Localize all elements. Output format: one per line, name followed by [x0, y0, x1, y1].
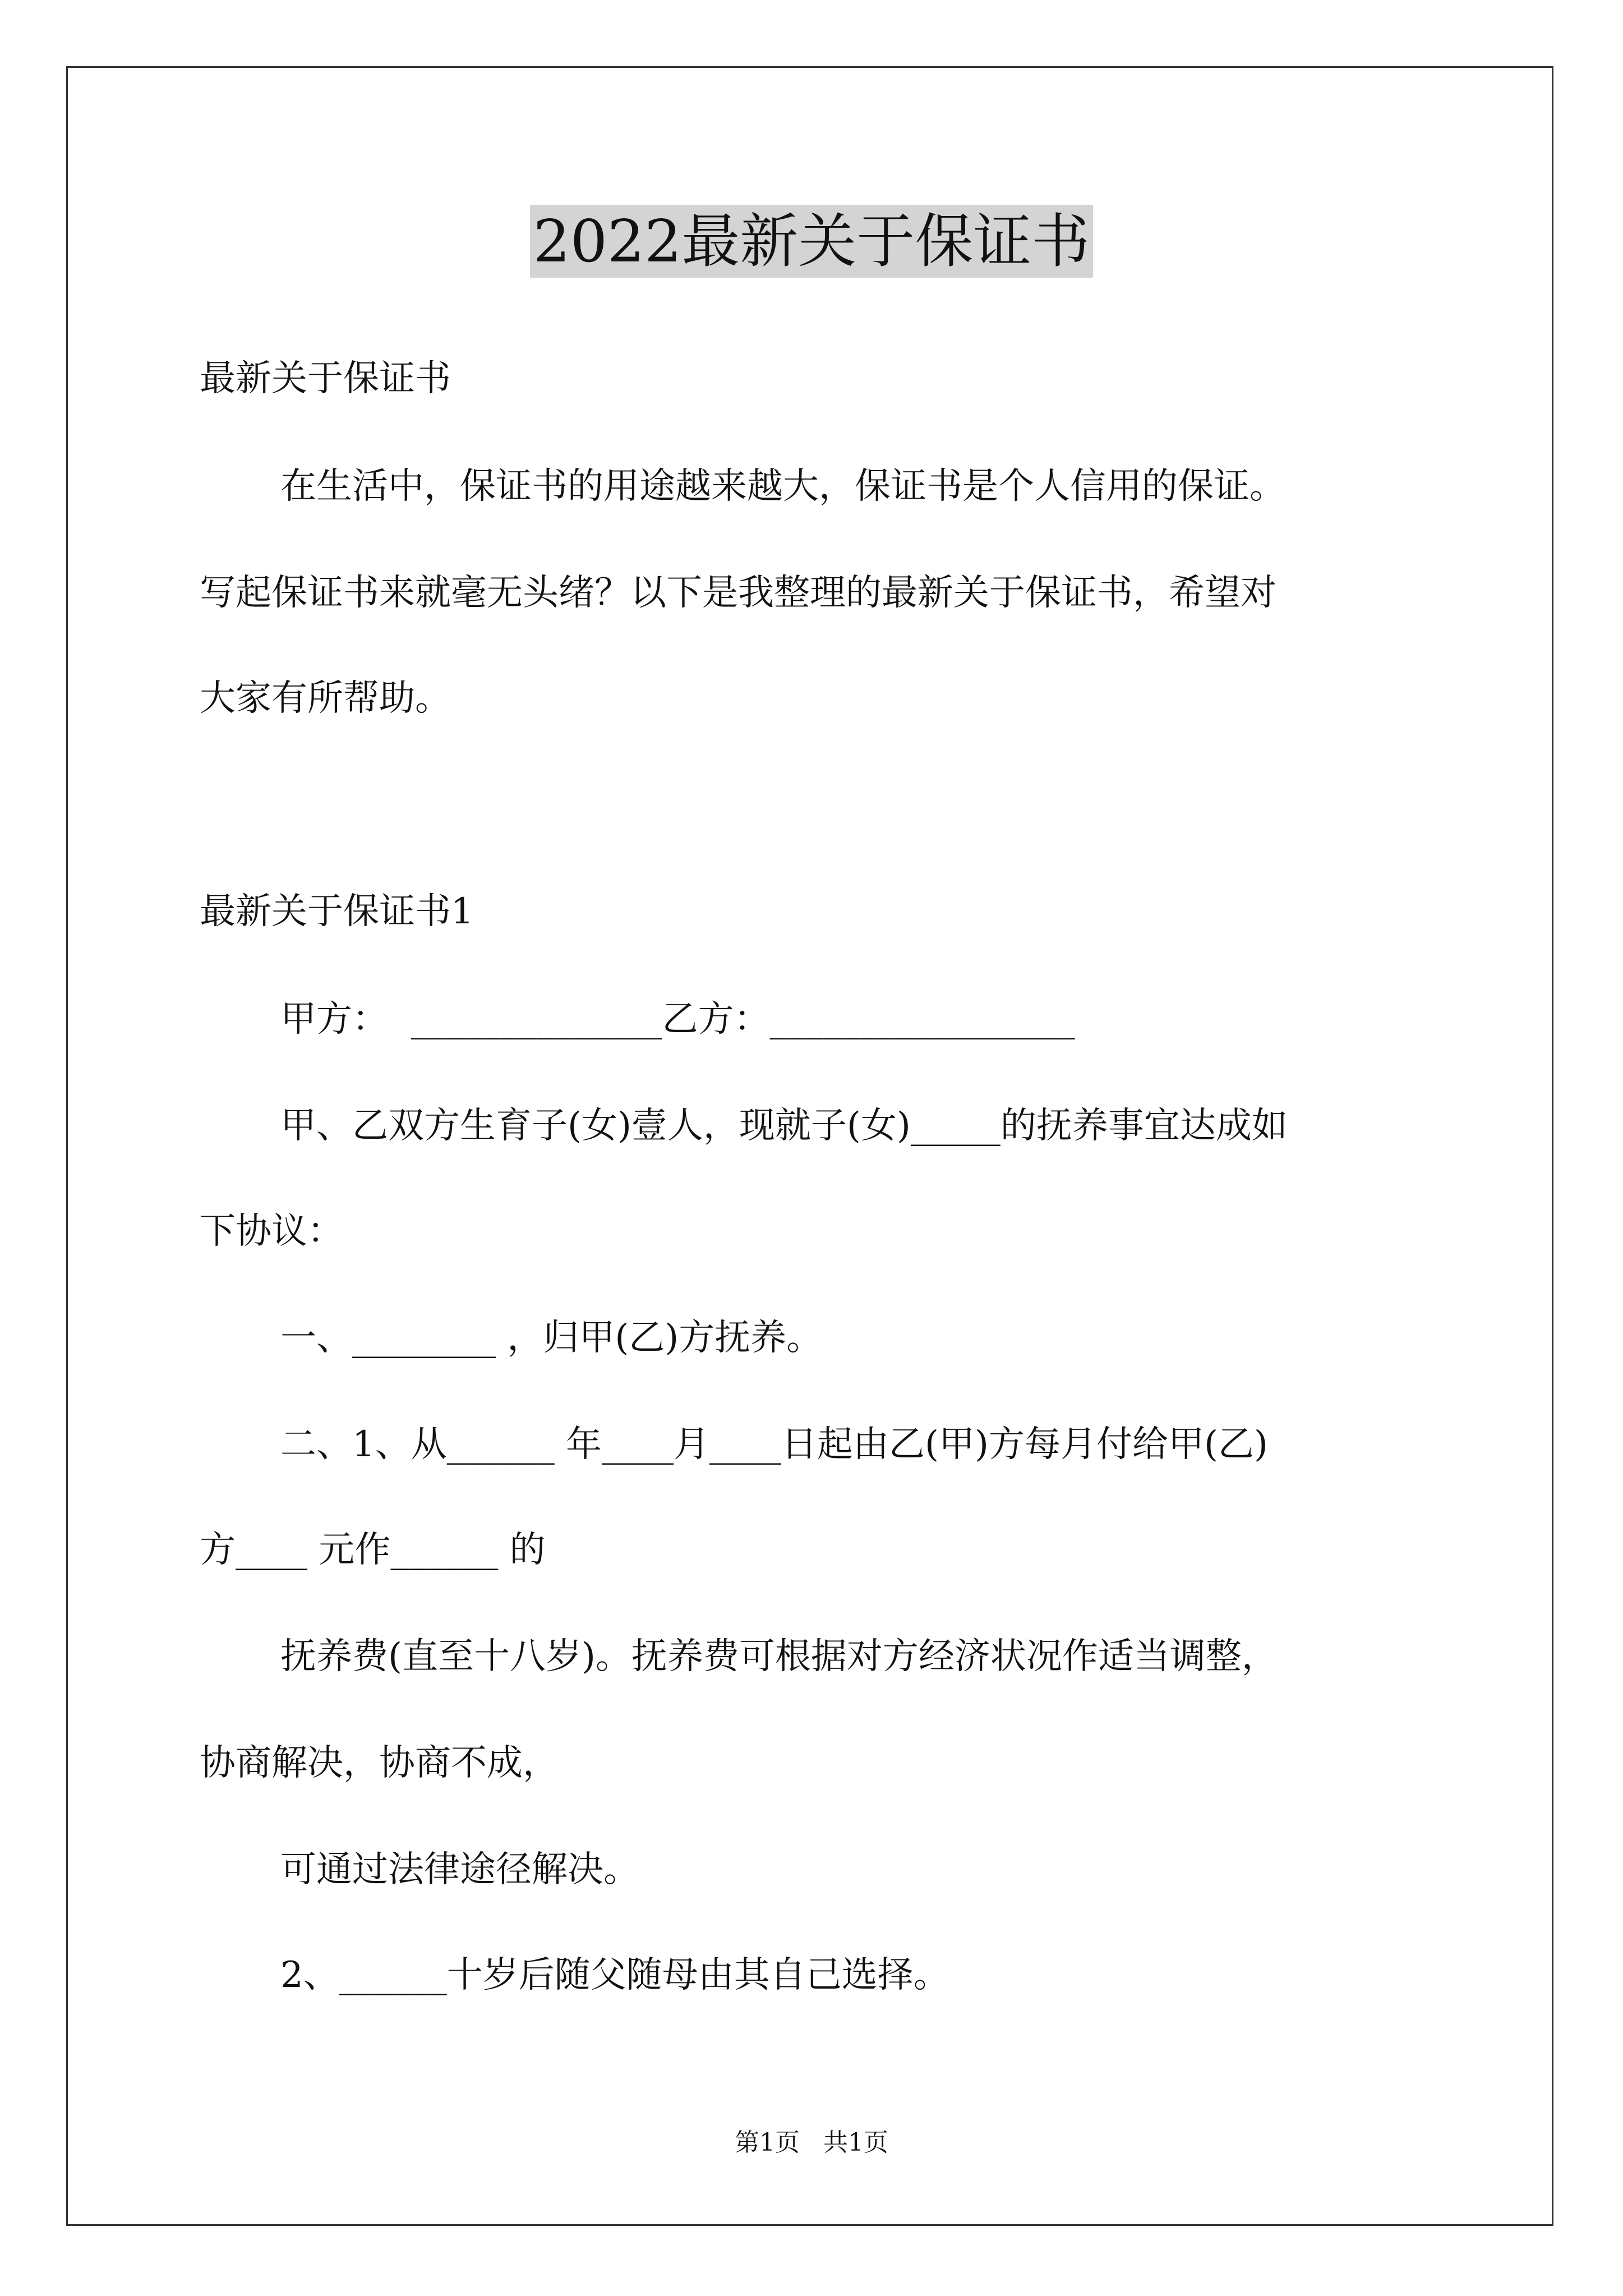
- page-number-footer: 第1页 共1页: [735, 2128, 888, 2157]
- subtitle: 最新关于保证书: [200, 358, 451, 399]
- agreement-line-1: 甲、乙双方生育子(女)壹人，现就子(女)_____的抚养事宜达成如: [280, 1105, 1288, 1147]
- clause-2-line-1: 二、1、从______ 年____月____日起由乙(甲)方每月付给甲(乙): [280, 1424, 1268, 1465]
- intro-line-2: 写起保证书来就毫无头绪？以下是我整理的最新关于保证书，希望对: [200, 572, 1276, 614]
- clause-1: 一、________ ，归甲(乙)方抚养。: [280, 1317, 823, 1359]
- section-heading: 最新关于保证书1: [200, 891, 474, 932]
- clause-2-line-4: 协商解决，协商不成，: [200, 1742, 559, 1784]
- intro-line-1: 在生活中，保证书的用途越来越大，保证书是个人信用的保证。: [280, 466, 1285, 507]
- agreement-line-2: 下协议：: [200, 1211, 343, 1252]
- parties-line: 甲方： ______________乙方：_________________: [280, 999, 1075, 1040]
- document-title: 2022最新关于保证书: [0, 202, 1623, 280]
- clause-2-line-5: 可通过法律途径解决。: [280, 1849, 639, 1890]
- intro-line-3: 大家有所帮助。: [200, 678, 451, 719]
- clause-2-line-3: 抚养费(直至十八岁)。抚养费可根据对方经济状况作适当调整，: [280, 1636, 1278, 1677]
- clause-2-line-2: 方____ 元作______ 的: [200, 1529, 546, 1571]
- clause-2-item-2: 2、______十岁后随父随母由其自己选择。: [280, 1954, 949, 1996]
